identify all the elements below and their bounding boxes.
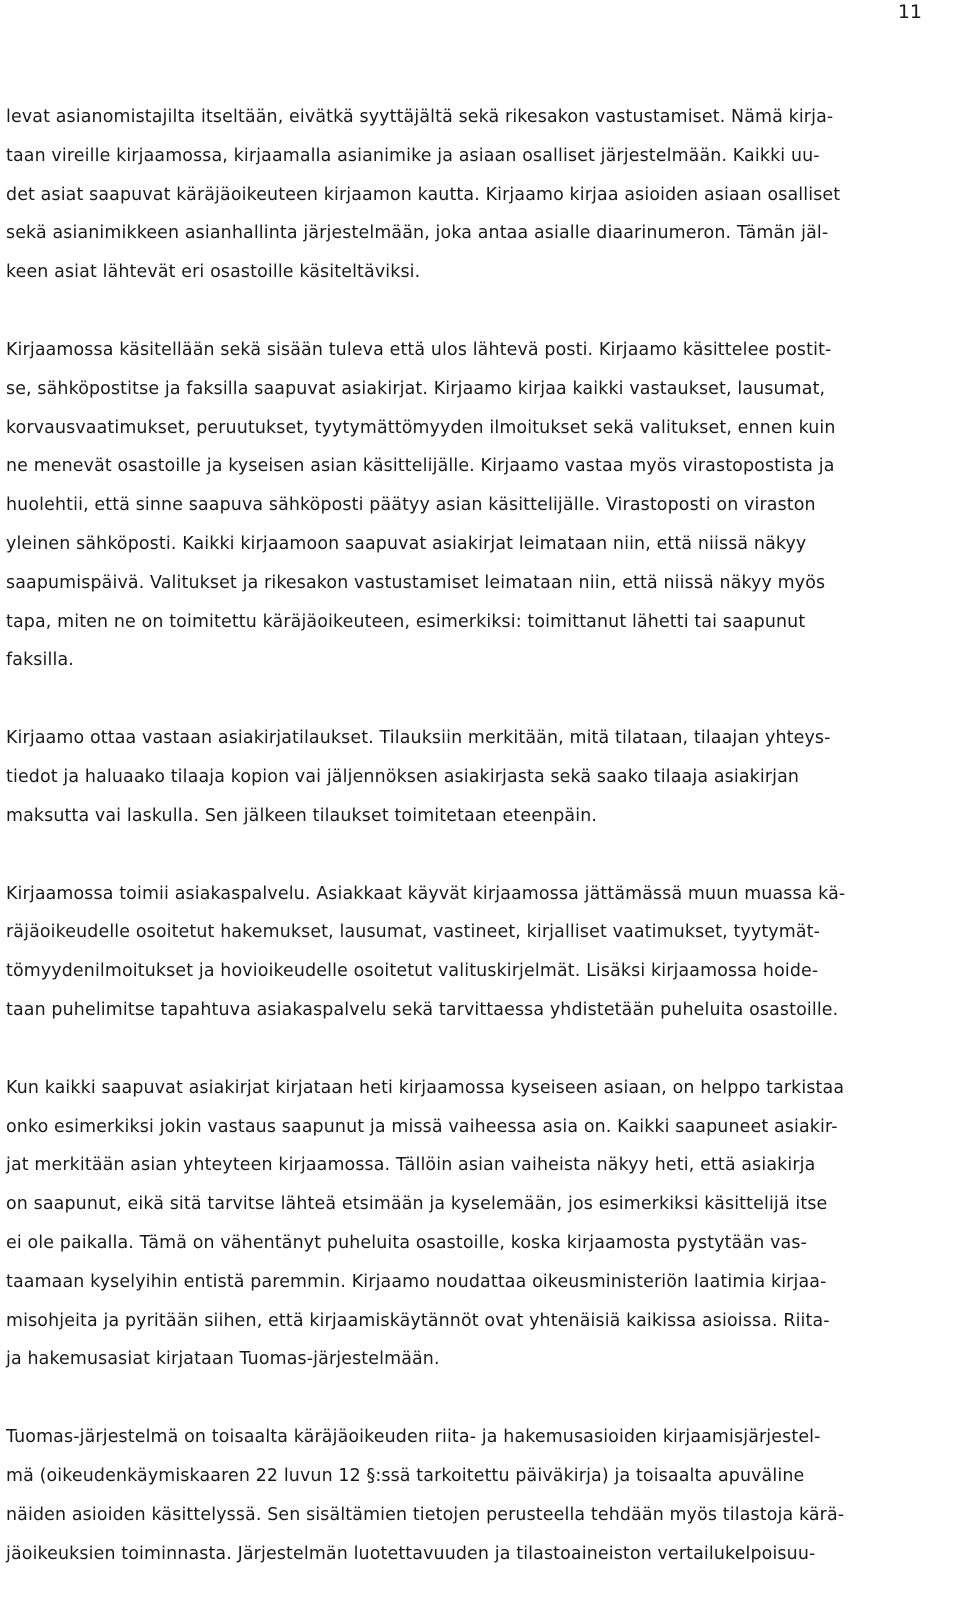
paragraph-mail-handling: Kirjaamossa käsitellään sekä sisään tuleva että ulos lähtevä posti. Kirjaamo käsittelee postit- se, sähköpostitse ja faksilla saapuvat asiakirjat. Kirjaamo kirjaa kaikki vastaukset, lausumat, korvausvaatimukset, peruutukset, tyytymättömyyden ilmoitukset sekä valitukset, ennen kuin ne menevät osastoille ja kyseisen asian käsittelijälle. Kirjaamo vastaa myös virastopostista ja huolehtii, että sinne saapuva sähköposti päätyy asian käsittelijälle. Virastoposti on viraston yleinen sähköposti. Kaikki kirjaamoon saapuvat asiakirjat leimataan niin, että niissä näkyy saapumispäivä. Valitukset ja rikesakon vastustamiset leimataan niin, että niissä näkyy myös tapa, miten ne on toimitettu käräjäoikeuteen, esimerkiksi: toimittanut lähetti tai saapunut faksilla. [6,339,836,671]
paragraph-registry-intake: levat asianomistajilta itseltään, eivätkä syyttäjältä sekä rikesakon vastustamiset. Nämä kirja- taan vireille kirjaamossa, kirjaamalla asianimike ja asiaan osalliset järjestelmään. Kaikki uu- det asiat saapuvat käräjäoikeuteen kirjaamon kautta. Kirjaamo kirjaa asioiden asiaan osalliset sekä asianimikkeen asianhallinta järjestelmään, joka antaa asialle diaarinumeron. Tämän jäl- keen asiat lähtevät eri osastoille käsiteltäviksi. [6,107,841,283]
paragraph-tuomas-system: Tuomas-järjestelmä on toisaalta käräjäoikeuden riita- ja hakemusasioiden kirjaamisjärjestel- mä (oikeudenkäymiskaaren 22 luvun 12 §:ssä tarkoitettu päiväkirja) ja toisaalta apuväline näiden asioiden käsittelyssä. Sen sisältämien tietojen perusteella tehdään myös tilastoja kärä- jäoikeuksien toiminnasta. Järjestelmän luotettavuuden ja tilastoaineiston vertailukelpoisuu- [6,1427,845,1564]
paragraph-recording-benefits: Kun kaikki saapuvat asiakirjat kirjataan heti kirjaamossa kyseiseen asiaan, on helppo tarkistaa onko esimerkiksi jokin vastaus saapunut ja missä vaiheessa asia on. Kaikki saapuneet asiakir- jat merkitään asian yhteyteen kirjaamossa. Tällöin asian vaiheista näkyy heti, että asiakirja on saapunut, eikä sitä tarvitse lähteä etsimään ja kyselemään, jos esimerkiksi käsittelijä itse ei ole paikalla. Tämä on vähentänyt puheluita osastoille, koska kirjaamosta pystytään vas- taamaan kyselyihin entistä paremmin. Kirjaamo noudattaa oikeusministeriön laatimia kirjaa- misohjeita ja pyritään siihen, että kirjaamiskäytännöt ovat yhtenäisiä kaikissa asioissa. Riita- ja hakemusasiat kirjataan Tuomas-järjestelmään. [6,1077,845,1370]
page-number: 11 [897,1,922,23]
document-body [6,98,950,1612]
paragraph-customer-service: Kirjaamossa toimii asiakaspalvelu. Asiakkaat käyvät kirjaamossa jättämässä muun muassa kä- räjäoikeudelle osoitetut hakemukset, lausumat, vastineet, kirjalliset vaatimukset, tyytymät- tömyydenilmoitukset ja hovioikeudelle osoitetut valituskirjelmät. Lisäksi kirjaamossa hoide- taan puhelimitse tapahtuva asiakaspalvelu sekä tarvittaessa yhdistetään puheluita osastoille. [6,883,846,1020]
paragraph-document-orders: Kirjaamo ottaa vastaan asiakirjatilaukset. Tilauksiin merkitään, mitä tilataan, tilaajan yhteys- tiedot ja haluaako tilaaja kopion vai jäljennöksen asiakirjasta sekä saako tilaaja asiakirjan maksutta vai laskulla. Sen jälkeen tilaukset toimitetaan eteenpäin. [6,728,831,826]
